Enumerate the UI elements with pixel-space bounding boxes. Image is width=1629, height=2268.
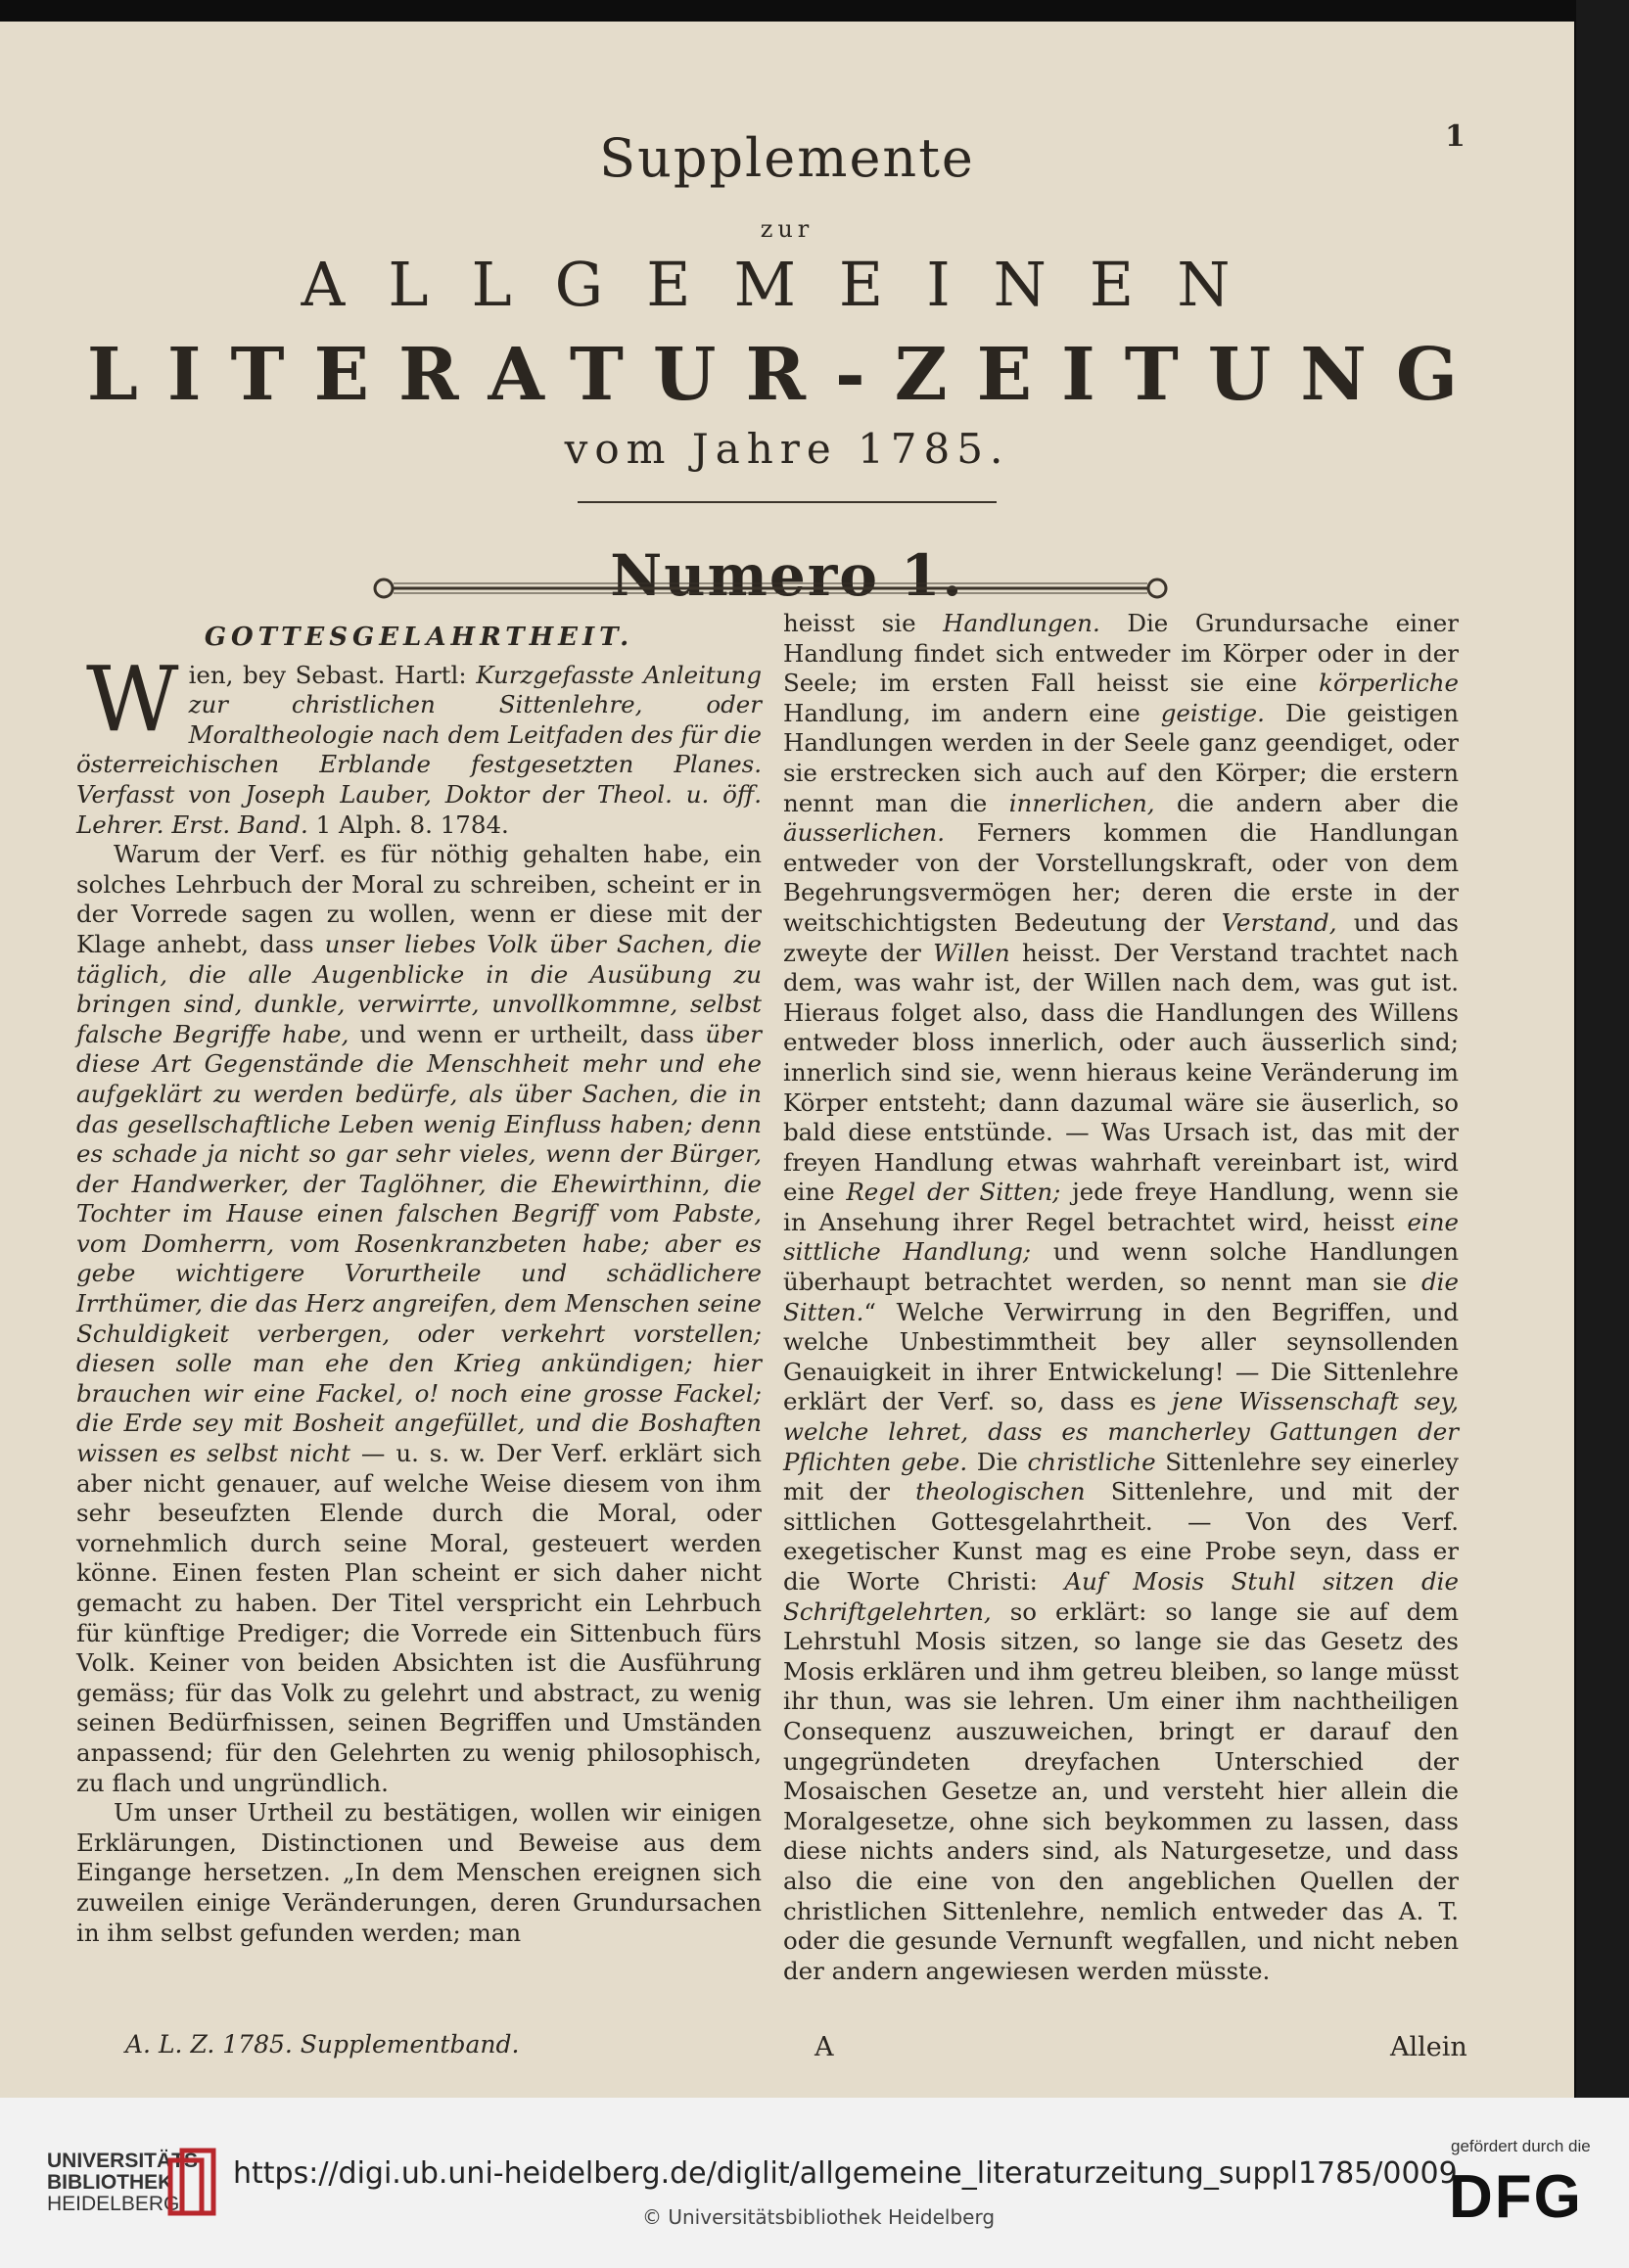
text-run: heisst. Der Verstand trachtet nach dem, was wahr ist, der Willen nach dem, was gut ist. Hieraus folget also, dass die Handlungen des Willens entweder bloss innerlich, oder auch äusserlich sind; innerlich sind sie, wenn hieraus keine Veränderung im Körper entsteht; dann dazumal wäre sie äuserlich, so bald diese entstünde. — Was Ursach ist, das mit der freyen Handlung etwas wahrhaft vereinbart ist, wird eine [783,938,1459,1207]
page-sheet [0,22,1574,2098]
text-run-italic: Handlungen. [943,609,1100,637]
text-run-italic: die Sitten. [783,1268,1459,1326]
text-run-italic: jene Wissenschaft sey, welche lehret, dass es mancherley Gattungen der Pflichten gebe. [783,1387,1459,1476]
text-run-italic: über diese Art Gegenstände die Menschheit mehr und ehe aufgeklärt zu werden bedürfe, als über Sachen, die in das gesellschaftliche Leben wenig Einfluss haben; denn es schade ja nicht so gar sehr vieles, wenn der Bürger, der Handwerker, der Taglöhner, die Ehewirthinn, die Tochter im Hause einen falschen Begriff vom Pabste, vom Domherrn, vom Rosenkranzbeten habe; aber es gebe wichtigere Vorurtheile und schädlichere Irrthümer, die das Herz angreifen, dem Menschen seine Schuldigkeit verbergen, oder verkehrt vorstellen; diesen solle man ehe den Krieg ankündigen; hier brauchen wir eine Fackel, o! noch eine grosse Fackel; die Erde sey mit Bosheit angefüllet, und die Boshaften wissen es selbst nicht [76,1019,762,1468]
text-run-italic: unser liebes Volk über Sachen, die täglich, die alle Augenblicke in die Ausübung zu bringen sind, dunkle, verwirrte, unvollkommne, selbst falsche Begriffe habe, [76,929,762,1048]
text-run-italic: Regel der Sitten; [846,1178,1061,1207]
text-run: Die Grundursache einer Handlung findet sich entweder im Körper oder in der Seele; im ersten Fall heisst sie eine [783,609,1459,698]
text-run: die andern aber die [1154,788,1460,817]
paragraph: Um unser Urtheil zu bestätigen, wollen wir einigen Erklärungen, Distinctionen und Beweise aus dem Eingange hersetzen. „In dem Menschen ereignen sich zuweilen einige Veränderungen, deren Grundursachen in ihm selbst gefunden werden; man [76,1798,762,1947]
section-heading: GOTTESGELAHRTHEIT. [204,623,634,652]
text-run-italic: Willen [933,938,1010,967]
copyright-notice: © Universitätsbibliothek Heidelberg [642,2205,996,2229]
logo-line-2: BIBLIOTHEK [47,2171,173,2194]
logo-line-1: UNIVERSITÄTS- [47,2150,206,2172]
text-run-italic: Verstand, [1221,907,1337,937]
intro-book-title: Kurzgefasste Anleitung zur christlichen Sittenlehre, oder Moraltheologie nach dem Leitfaden des für die österreichischen Erblande festgesetzten Planes. Verfasst von Joseph Lauber, Doktor der Theol. u. öff. Lehrer. Erst. Band. [76,660,763,839]
text-run: Sittenlehre, und mit der sittlichen Gottesgelahrtheit. — Von des Verf. exegetischer Kunst mag es eine Probe seyn, dass er die Worte Christi: [783,1477,1459,1596]
title-rule [578,501,997,503]
title-zur: zur [760,215,814,243]
issue-number: Numero 1. [610,542,964,609]
text-run-italic: christliche [1027,1447,1156,1476]
page-footer-catchword: Allein [1390,2032,1467,2062]
title-year: vom Jahre 1785. [564,425,1010,473]
drop-initial: W [86,646,179,752]
logo-line-3: HEIDELBERG [47,2193,180,2215]
library-logo-icon [164,2145,219,2219]
page-footer-volume: A. L. Z. 1785. Supplementband. [125,2030,520,2059]
text-run-italic: theologischen [915,1477,1086,1506]
funding-label: gefördert durch die [1451,2137,1591,2155]
review-intro [76,646,763,841]
paragraph [783,609,1459,1986]
text-run: so erklärt: so lange sie auf dem Lehrstuhl Mosis sitzen, so lange sie das Gesetz des Mosis erklären und ihm getreu bleiben, so lange müsst ihr thun, was sie lehren. Um einer ihm nachtheiligen Consequenz auszuweichen, bringt er darauf den ungegründeten dreyfachen Unterschied der Mosaischen Gesetze an, und versteht hier allein die Moralgesetze, ohne sich beykommen zu lassen, dass diese nichts anders sind, als Naturgesetze, und dass also die eine von den angeblichen Quellen der christlichen Sittenlehre, nemlich entweder das A. T. oder die gesunde Vernunft wegfallen, und nicht neben der andern angewiesen werden müsste. [783,1597,1459,1985]
page-title: Supplemente [599,127,975,189]
text-run: Handlung, im andern eine [783,698,1161,727]
title-allgemeinen: ALLGEMEINEN [301,249,1274,320]
text-run: und wenn er urtheilt, dass [349,1019,706,1048]
ornament-divider [370,574,1171,603]
permalink-url[interactable]: https://digi.ub.uni-heidelberg.de/diglit/allgemeine_literaturzeitung_suppl1785/0009 [233,2156,1458,2191]
text-column-left [76,609,762,1948]
text-run-italic: eine sittliche Handlung; [783,1207,1459,1267]
text-run: Die geistigen Handlungen werden in der Seele ganz geendiget, oder sie erstrecken sich auch auf den Körper; die erstern nennt man die [783,698,1459,817]
text-run: und das zweyte der [783,907,1459,967]
intro-publisher: ien, bey Sebast. Hartl: [188,660,477,689]
text-run-italic: körperliche [1319,669,1459,698]
page-footer-signature: A [814,2032,834,2062]
text-run: — u. s. w. Der Verf. erklärt sich aber nicht genauer, auf welche Weise diesem von ihm sehr beseufzten Elende durch die Moral, oder vornehmlich durch seine Moral, gesteuert werden könne. Einen festen Plan scheint er sich daher nicht gemacht zu haben. Der Titel verspricht ein Lehrbuch für künftige Prediger; die Vorrede ein Sittenbuch fürs Volk. Keiner von beiden Absichten ist die Ausführung gemäss; für das Volk zu gelehrt und abstract, zu wenig seinen Bedürfnissen, seinen Begriffen und Umständen anpassend; für den Gelehrten zu wenig philosophisch, zu flach und ungründlich. [76,1439,762,1797]
page-number: 1 [1445,119,1466,154]
text-run: Die [967,1447,1028,1476]
viewer-footer [0,2098,1629,2268]
dfg-logo: DFG [1449,2163,1583,2231]
intro-extent: 1 Alph. 8. 1784. [307,810,509,839]
text-run: Ferners kommen die Handlungan entweder von der Vorstellungskraft, oder von dem Begehrungsvermögen her; deren die erste in der weitschichtigsten Bedeutung der [783,818,1459,937]
paragraph [76,840,762,1798]
text-run: und wenn solche Handlungen überhaupt betrachtet werden, so nennt man sie [783,1237,1459,1297]
text-run: Warum der Verf. es für nöthig gehalten habe, ein solches Lehrbuch der Moral zu schreiben, scheint er in der Vorrede sagen zu wollen, wenn er diese mit der Klage anhebt, dass [76,840,762,958]
text-run-italic: geistige. [1160,698,1265,727]
text-run: heisst sie [783,609,944,637]
text-run: Sittenlehre sey einerley mit der [783,1447,1459,1506]
text-run-italic: äusserlichen. [783,818,945,848]
text-run-italic: innerlichen, [1008,788,1155,817]
text-run: “ Welche Verwirrung in den Begriffen, und welche Unbestimmtheit bey aller seynsollenden Genauigkeit in ihrer Entwickelung! — Die Sittenlehre erklärt der Verf. so, dass es [783,1297,1459,1416]
text-run: jede freye Handlung, wenn sie in Ansehung ihrer Regel betrachtet wird, heisst [783,1178,1459,1236]
title-literatur-zeitung: LITERATUR-ZEITUNG [86,333,1488,417]
text-column-right [783,609,1459,1986]
text-run-italic: Auf Mosis Stuhl sitzen die Schriftgelehrten, [783,1567,1459,1626]
